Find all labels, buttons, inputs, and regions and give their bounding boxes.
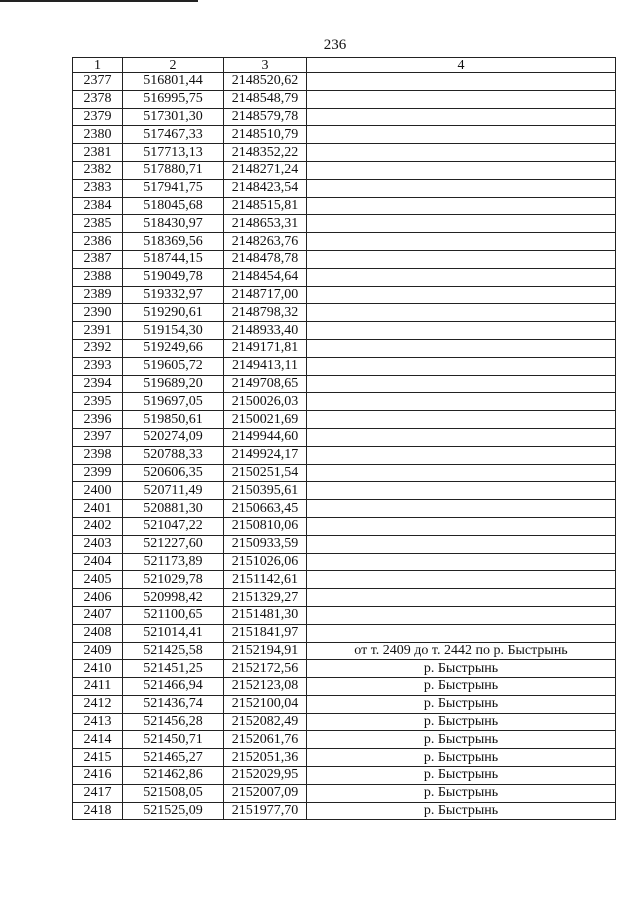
column-header-x: 2 [123, 58, 224, 73]
column-header-point: 1 [73, 58, 123, 73]
x-coordinate-cell: 521047,22 [123, 517, 224, 535]
point-number-cell: 2384 [73, 197, 123, 215]
table-row [73, 482, 616, 500]
x-coordinate-cell: 518744,15 [123, 250, 224, 268]
point-number-cell: 2402 [73, 517, 123, 535]
table-row [73, 108, 616, 126]
table-row [73, 713, 616, 731]
description-cell [307, 268, 616, 286]
y-coordinate-cell: 2148717,00 [224, 286, 307, 304]
description-cell [307, 446, 616, 464]
point-number-cell: 2403 [73, 535, 123, 553]
table-row [73, 642, 616, 660]
table-row [73, 411, 616, 429]
description-cell [307, 161, 616, 179]
description-cell [307, 126, 616, 144]
point-number-cell: 2385 [73, 215, 123, 233]
x-coordinate-cell: 517880,71 [123, 161, 224, 179]
table-row [73, 731, 616, 749]
description-cell: р. Быстрынь [307, 784, 616, 802]
point-number-cell: 2381 [73, 144, 123, 162]
point-number-cell: 2412 [73, 695, 123, 713]
description-cell [307, 589, 616, 607]
table-row [73, 695, 616, 713]
x-coordinate-cell: 517467,33 [123, 126, 224, 144]
y-coordinate-cell: 2148653,31 [224, 215, 307, 233]
x-coordinate-cell: 520711,49 [123, 482, 224, 500]
x-coordinate-cell: 521450,71 [123, 731, 224, 749]
x-coordinate-cell: 516801,44 [123, 73, 224, 91]
description-cell: р. Быстрынь [307, 731, 616, 749]
point-number-cell: 2411 [73, 678, 123, 696]
point-number-cell: 2383 [73, 179, 123, 197]
x-coordinate-cell: 519290,61 [123, 304, 224, 322]
y-coordinate-cell: 2150395,61 [224, 482, 307, 500]
y-coordinate-cell: 2149413,11 [224, 357, 307, 375]
point-number-cell: 2394 [73, 375, 123, 393]
point-number-cell: 2395 [73, 393, 123, 411]
point-number-cell: 2415 [73, 749, 123, 767]
point-number-cell: 2397 [73, 428, 123, 446]
description-cell [307, 179, 616, 197]
y-coordinate-cell: 2148515,81 [224, 197, 307, 215]
table-row [73, 304, 616, 322]
x-coordinate-cell: 521227,60 [123, 535, 224, 553]
x-coordinate-cell: 517713,13 [123, 144, 224, 162]
point-number-cell: 2407 [73, 606, 123, 624]
point-number-cell: 2392 [73, 339, 123, 357]
description-cell [307, 215, 616, 233]
point-number-cell: 2378 [73, 90, 123, 108]
table-header-row [73, 58, 616, 73]
description-cell [307, 73, 616, 91]
table-row [73, 749, 616, 767]
table-row [73, 535, 616, 553]
point-number-cell: 2413 [73, 713, 123, 731]
y-coordinate-cell: 2149708,65 [224, 375, 307, 393]
x-coordinate-cell: 521465,27 [123, 749, 224, 767]
y-coordinate-cell: 2148579,78 [224, 108, 307, 126]
point-number-cell: 2398 [73, 446, 123, 464]
y-coordinate-cell: 2152051,36 [224, 749, 307, 767]
table-body [73, 73, 616, 820]
description-cell: р. Быстрынь [307, 713, 616, 731]
table-row [73, 517, 616, 535]
y-coordinate-cell: 2148271,24 [224, 161, 307, 179]
y-coordinate-cell: 2150026,03 [224, 393, 307, 411]
point-number-cell: 2386 [73, 233, 123, 251]
description-cell [307, 233, 616, 251]
description-cell [307, 464, 616, 482]
table-row [73, 286, 616, 304]
x-coordinate-cell: 519332,97 [123, 286, 224, 304]
description-cell [307, 197, 616, 215]
table-row [73, 73, 616, 91]
y-coordinate-cell: 2152172,56 [224, 660, 307, 678]
description-cell [307, 286, 616, 304]
point-number-cell: 2408 [73, 624, 123, 642]
table-row [73, 215, 616, 233]
description-cell [307, 250, 616, 268]
x-coordinate-cell: 520788,33 [123, 446, 224, 464]
description-cell [307, 482, 616, 500]
point-number-cell: 2391 [73, 322, 123, 340]
point-number-cell: 2380 [73, 126, 123, 144]
x-coordinate-cell: 521029,78 [123, 571, 224, 589]
table-row [73, 322, 616, 340]
description-cell [307, 144, 616, 162]
table-row [73, 589, 616, 607]
y-coordinate-cell: 2148352,22 [224, 144, 307, 162]
table-row [73, 500, 616, 518]
y-coordinate-cell: 2152194,91 [224, 642, 307, 660]
table-row [73, 250, 616, 268]
table-row [73, 784, 616, 802]
y-coordinate-cell: 2150251,54 [224, 464, 307, 482]
header-rule [0, 0, 198, 2]
point-number-cell: 2417 [73, 784, 123, 802]
y-coordinate-cell: 2148263,76 [224, 233, 307, 251]
y-coordinate-cell: 2148423,54 [224, 179, 307, 197]
point-number-cell: 2416 [73, 767, 123, 785]
table-row [73, 624, 616, 642]
table-row [73, 571, 616, 589]
description-cell [307, 624, 616, 642]
point-number-cell: 2399 [73, 464, 123, 482]
y-coordinate-cell: 2149944,60 [224, 428, 307, 446]
x-coordinate-cell: 521436,74 [123, 695, 224, 713]
description-cell [307, 553, 616, 571]
y-coordinate-cell: 2151329,27 [224, 589, 307, 607]
y-coordinate-cell: 2148520,62 [224, 73, 307, 91]
x-coordinate-cell: 521508,05 [123, 784, 224, 802]
description-cell: р. Быстрынь [307, 678, 616, 696]
x-coordinate-cell: 519249,66 [123, 339, 224, 357]
description-cell [307, 535, 616, 553]
description-cell [307, 304, 616, 322]
description-cell: от т. 2409 до т. 2442 по р. Быстрынь [307, 642, 616, 660]
point-number-cell: 2396 [73, 411, 123, 429]
y-coordinate-cell: 2148510,79 [224, 126, 307, 144]
y-coordinate-cell: 2151481,30 [224, 606, 307, 624]
description-cell: р. Быстрынь [307, 802, 616, 820]
y-coordinate-cell: 2148454,64 [224, 268, 307, 286]
point-number-cell: 2377 [73, 73, 123, 91]
point-number-cell: 2401 [73, 500, 123, 518]
table-row [73, 357, 616, 375]
point-number-cell: 2410 [73, 660, 123, 678]
y-coordinate-cell: 2149924,17 [224, 446, 307, 464]
description-cell [307, 357, 616, 375]
description-cell [307, 108, 616, 126]
x-coordinate-cell: 521425,58 [123, 642, 224, 660]
x-coordinate-cell: 518045,68 [123, 197, 224, 215]
y-coordinate-cell: 2150810,06 [224, 517, 307, 535]
x-coordinate-cell: 518430,97 [123, 215, 224, 233]
x-coordinate-cell: 521462,86 [123, 767, 224, 785]
point-number-cell: 2406 [73, 589, 123, 607]
point-number-cell: 2379 [73, 108, 123, 126]
table-row [73, 767, 616, 785]
description-cell [307, 606, 616, 624]
y-coordinate-cell: 2151977,70 [224, 802, 307, 820]
table-row [73, 179, 616, 197]
column-header-y: 3 [224, 58, 307, 73]
description-cell [307, 411, 616, 429]
y-coordinate-cell: 2149171,81 [224, 339, 307, 357]
x-coordinate-cell: 520998,42 [123, 589, 224, 607]
table-row [73, 126, 616, 144]
coordinates-table [72, 57, 616, 820]
description-cell [307, 428, 616, 446]
point-number-cell: 2409 [73, 642, 123, 660]
x-coordinate-cell: 519605,72 [123, 357, 224, 375]
y-coordinate-cell: 2150021,69 [224, 411, 307, 429]
table-row [73, 161, 616, 179]
x-coordinate-cell: 521014,41 [123, 624, 224, 642]
x-coordinate-cell: 519697,05 [123, 393, 224, 411]
page-number: 236 [323, 37, 347, 53]
point-number-cell: 2418 [73, 802, 123, 820]
table-row [73, 90, 616, 108]
x-coordinate-cell: 516995,75 [123, 90, 224, 108]
point-number-cell: 2387 [73, 250, 123, 268]
description-cell [307, 393, 616, 411]
y-coordinate-cell: 2152082,49 [224, 713, 307, 731]
x-coordinate-cell: 517301,30 [123, 108, 224, 126]
description-cell: р. Быстрынь [307, 767, 616, 785]
table-row [73, 233, 616, 251]
y-coordinate-cell: 2152061,76 [224, 731, 307, 749]
description-cell [307, 339, 616, 357]
x-coordinate-cell: 520606,35 [123, 464, 224, 482]
point-number-cell: 2393 [73, 357, 123, 375]
x-coordinate-cell: 521466,94 [123, 678, 224, 696]
x-coordinate-cell: 519689,20 [123, 375, 224, 393]
x-coordinate-cell: 519154,30 [123, 322, 224, 340]
point-number-cell: 2388 [73, 268, 123, 286]
point-number-cell: 2414 [73, 731, 123, 749]
y-coordinate-cell: 2150933,59 [224, 535, 307, 553]
y-coordinate-cell: 2148548,79 [224, 90, 307, 108]
table-row [73, 464, 616, 482]
table-row [73, 553, 616, 571]
table-row [73, 606, 616, 624]
description-cell [307, 571, 616, 589]
description-cell [307, 500, 616, 518]
y-coordinate-cell: 2151142,61 [224, 571, 307, 589]
y-coordinate-cell: 2148798,32 [224, 304, 307, 322]
x-coordinate-cell: 519850,61 [123, 411, 224, 429]
description-cell [307, 322, 616, 340]
point-number-cell: 2389 [73, 286, 123, 304]
table-row [73, 802, 616, 820]
x-coordinate-cell: 521525,09 [123, 802, 224, 820]
table-row [73, 144, 616, 162]
y-coordinate-cell: 2148478,78 [224, 250, 307, 268]
column-header-description: 4 [307, 58, 616, 73]
x-coordinate-cell: 520881,30 [123, 500, 224, 518]
description-cell [307, 375, 616, 393]
description-cell [307, 517, 616, 535]
point-number-cell: 2404 [73, 553, 123, 571]
table-row [73, 197, 616, 215]
point-number-cell: 2382 [73, 161, 123, 179]
x-coordinate-cell: 521173,89 [123, 553, 224, 571]
table-row [73, 428, 616, 446]
point-number-cell: 2405 [73, 571, 123, 589]
x-coordinate-cell: 520274,09 [123, 428, 224, 446]
description-cell: р. Быстрынь [307, 749, 616, 767]
x-coordinate-cell: 518369,56 [123, 233, 224, 251]
table-row [73, 393, 616, 411]
point-number-cell: 2390 [73, 304, 123, 322]
table-row [73, 660, 616, 678]
x-coordinate-cell: 521100,65 [123, 606, 224, 624]
x-coordinate-cell: 517941,75 [123, 179, 224, 197]
y-coordinate-cell: 2151026,06 [224, 553, 307, 571]
x-coordinate-cell: 521451,25 [123, 660, 224, 678]
y-coordinate-cell: 2151841,97 [224, 624, 307, 642]
point-number-cell: 2400 [73, 482, 123, 500]
x-coordinate-cell: 519049,78 [123, 268, 224, 286]
description-cell: р. Быстрынь [307, 695, 616, 713]
description-cell [307, 90, 616, 108]
table-row [73, 268, 616, 286]
table-row [73, 446, 616, 464]
table-row [73, 375, 616, 393]
y-coordinate-cell: 2148933,40 [224, 322, 307, 340]
description-cell: р. Быстрынь [307, 660, 616, 678]
y-coordinate-cell: 2152100,04 [224, 695, 307, 713]
table-row [73, 339, 616, 357]
table-row [73, 678, 616, 696]
y-coordinate-cell: 2152123,08 [224, 678, 307, 696]
x-coordinate-cell: 521456,28 [123, 713, 224, 731]
y-coordinate-cell: 2150663,45 [224, 500, 307, 518]
y-coordinate-cell: 2152007,09 [224, 784, 307, 802]
y-coordinate-cell: 2152029,95 [224, 767, 307, 785]
